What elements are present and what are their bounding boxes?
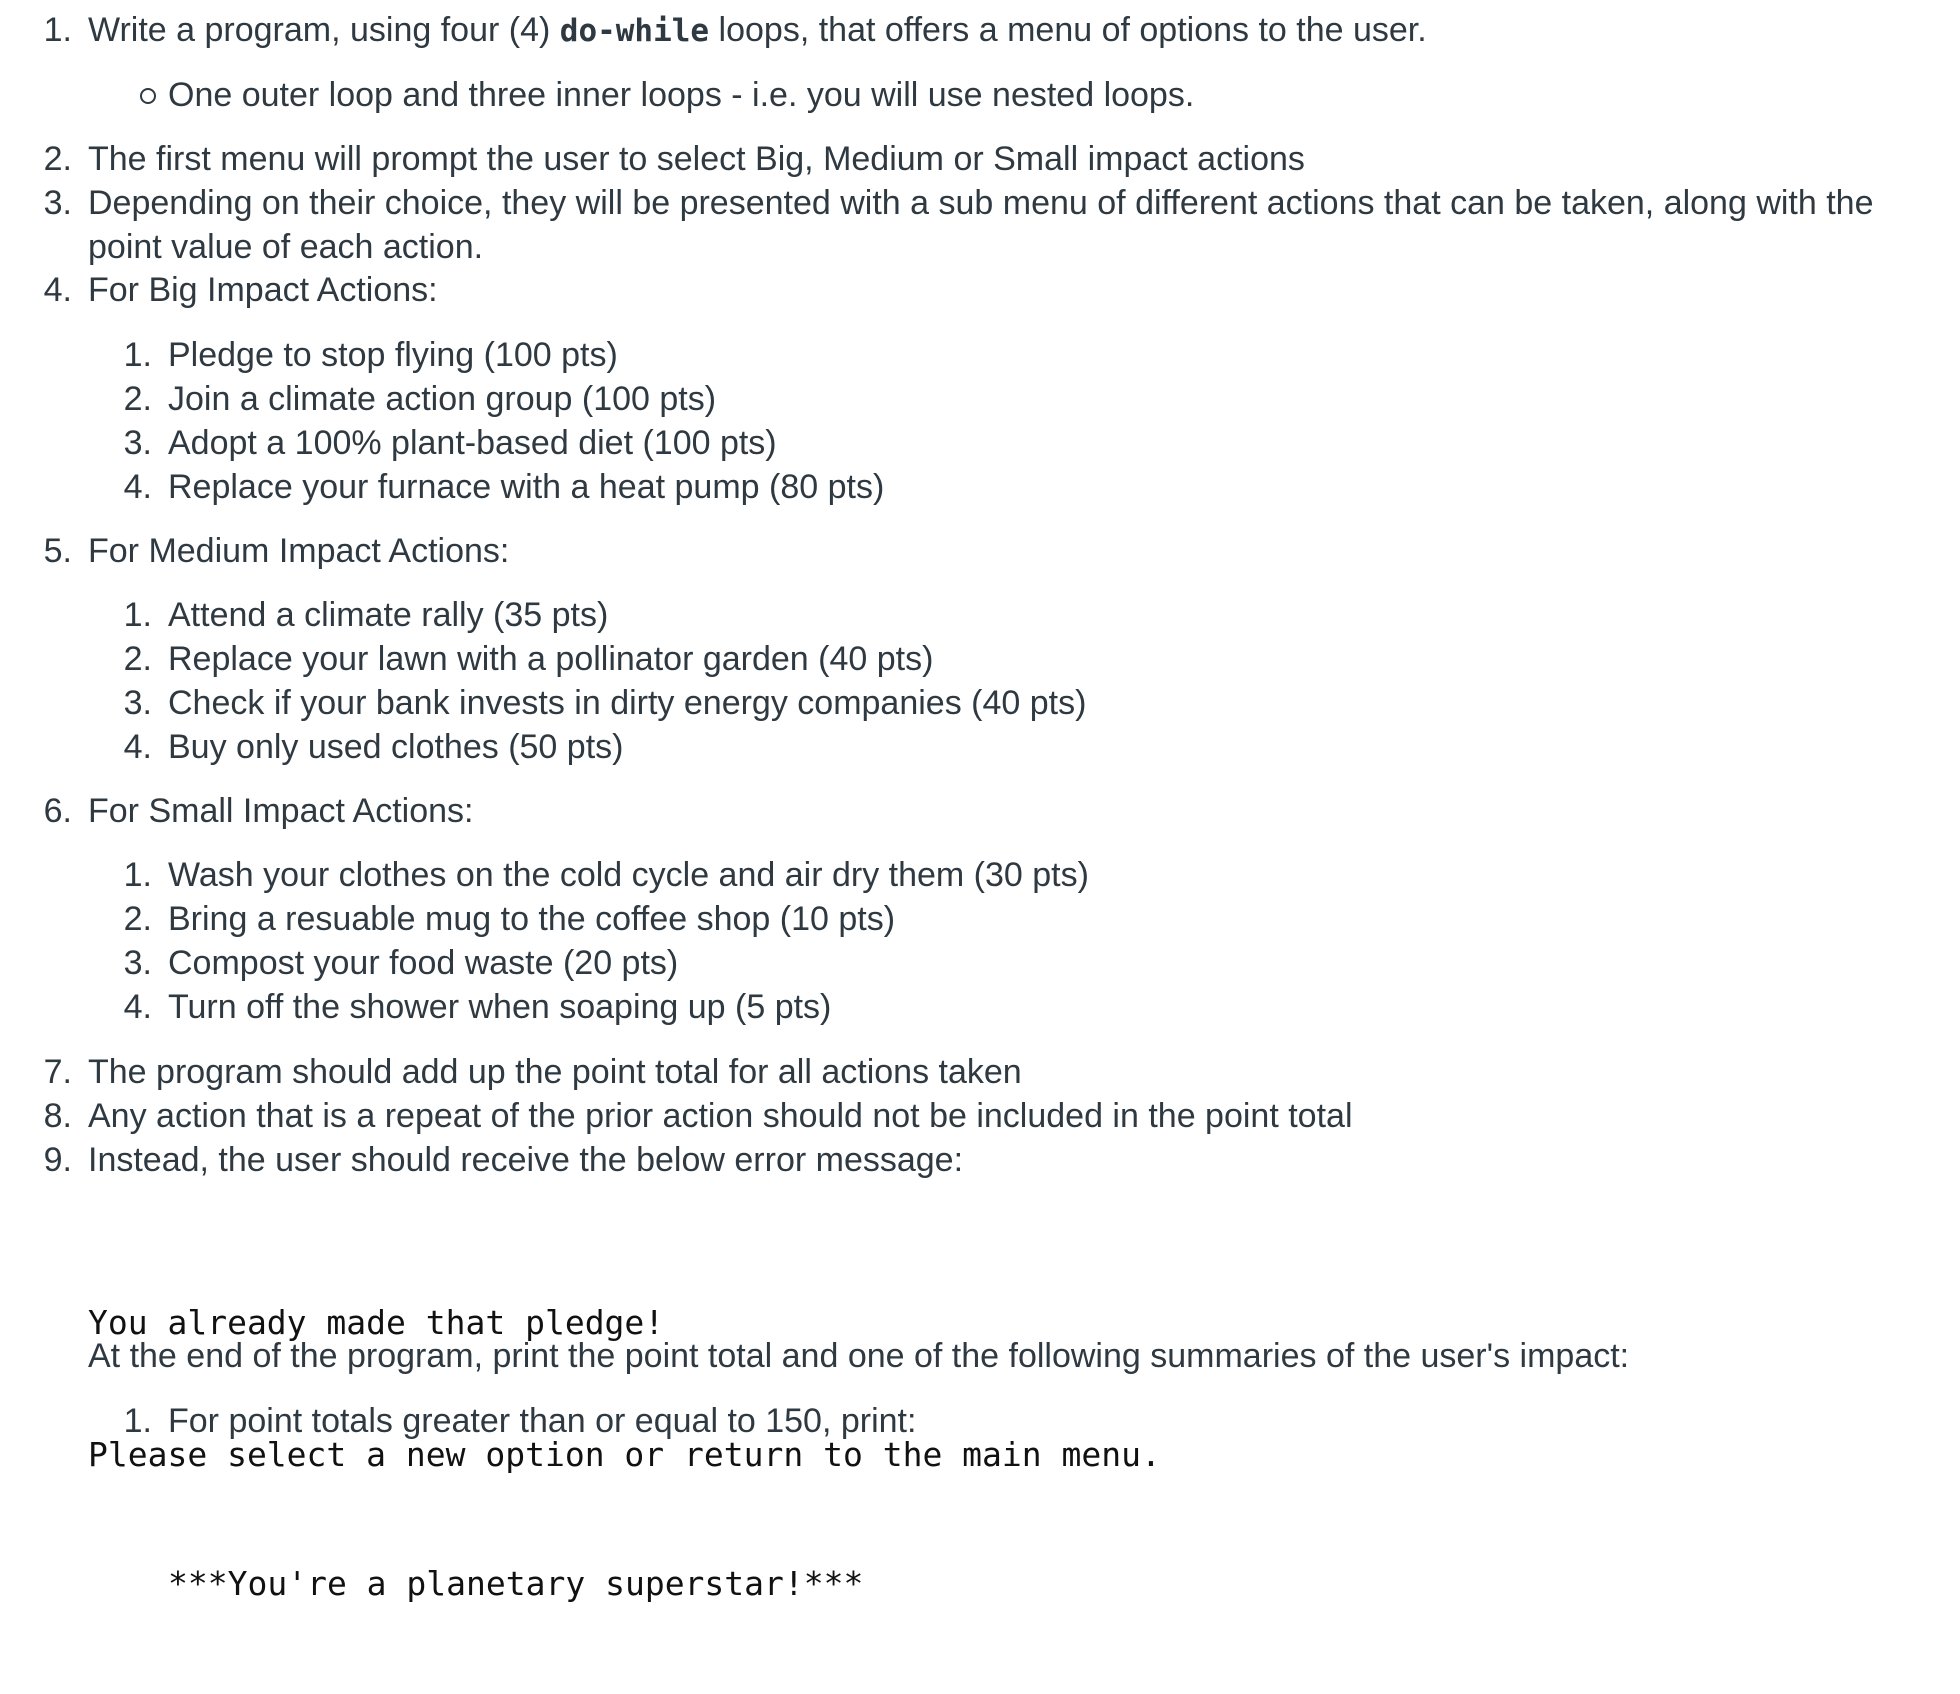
list-item-number: 2. bbox=[43, 140, 72, 178]
list-item-9 bbox=[0, 1138, 1960, 1182]
error-message-line-2: Please select a new option or return to the main menu. bbox=[88, 1435, 1161, 1474]
medium-action-item bbox=[0, 681, 1960, 725]
list-item-text: Wash your clothes on the cold cycle and air dry them (30 pts) bbox=[168, 856, 1089, 894]
hollow-bullet-icon bbox=[140, 88, 156, 104]
list-item-text: The program should add up the point total for all actions taken bbox=[88, 1053, 1022, 1091]
list-item-number: 7. bbox=[43, 1053, 72, 1091]
small-action-item bbox=[0, 985, 1960, 1029]
list-item-text: Check if your bank invests in dirty energy companies (40 pts) bbox=[168, 684, 1087, 722]
item1-text-after: loops, that offers a menu of options to the user. bbox=[709, 11, 1427, 49]
list-item-number: 2. bbox=[123, 380, 152, 418]
list-item-5 bbox=[0, 529, 1960, 573]
medium-action-item bbox=[0, 725, 1960, 769]
list-item-number: 4. bbox=[123, 988, 152, 1026]
big-action-item bbox=[0, 333, 1960, 377]
big-action-item bbox=[0, 421, 1960, 465]
medium-action-item bbox=[0, 593, 1960, 637]
small-action-item bbox=[0, 897, 1960, 941]
list-item-text: Join a climate action group (100 pts) bbox=[168, 380, 717, 418]
bullet-item-text: One outer loop and three inner loops - i.e. you will use nested loops. bbox=[168, 76, 1195, 114]
list-item-text: For Small Impact Actions: bbox=[88, 792, 474, 830]
medium-action-item bbox=[0, 637, 1960, 681]
list-item-text: Compost your food waste (20 pts) bbox=[168, 944, 679, 982]
list-item-number: 4. bbox=[43, 271, 72, 309]
list-item-number: 1. bbox=[123, 1402, 152, 1440]
list-item-text: For point totals greater than or equal to 150, print: bbox=[168, 1402, 917, 1440]
list-item-number: 6. bbox=[43, 792, 72, 830]
inline-code-do-while: do-while bbox=[559, 13, 710, 49]
list-item-text: Turn off the shower when soaping up (5 pts) bbox=[168, 988, 832, 1026]
list-item-text: Depending on their choice, they will be presented with a sub menu of different actions that can be taken, along with the point value of each action. bbox=[88, 184, 1874, 266]
small-action-item bbox=[0, 853, 1960, 897]
list-item-number: 2. bbox=[123, 640, 152, 678]
list-item-4 bbox=[0, 268, 1960, 312]
list-item-text: Bring a resuable mug to the coffee shop (10 pts) bbox=[168, 900, 896, 938]
list-item-number: 3. bbox=[43, 184, 72, 222]
error-message-line-1: You already made that pledge! bbox=[88, 1303, 665, 1342]
list-item-text: Any action that is a repeat of the prior action should not be included in the point total bbox=[88, 1097, 1353, 1135]
list-item-text: For Medium Impact Actions: bbox=[88, 532, 510, 570]
list-item-text: For Big Impact Actions: bbox=[88, 271, 438, 309]
list-item-number: 1. bbox=[123, 336, 152, 374]
list-item-number: 9. bbox=[43, 1141, 72, 1179]
list-item-text: Attend a climate rally (35 pts) bbox=[168, 596, 609, 634]
item1-text-before: Write a program, using four (4) bbox=[88, 11, 560, 49]
end-of-program-paragraph: At the end of the program, print the point total and one of the following summaries of the user's impact: bbox=[88, 1337, 1630, 1375]
list-item-text: The first menu will prompt the user to select Big, Medium or Small impact actions bbox=[88, 140, 1305, 178]
list-item-number: 2. bbox=[123, 900, 152, 938]
list-item-7 bbox=[0, 1050, 1960, 1094]
list-item-number: 1. bbox=[123, 856, 152, 894]
list-item-2 bbox=[0, 137, 1960, 181]
big-action-item bbox=[0, 377, 1960, 421]
list-item-number: 1. bbox=[43, 11, 72, 49]
list-item-number: 4. bbox=[123, 728, 152, 766]
list-item-text: Replace your furnace with a heat pump (80 pts) bbox=[168, 468, 885, 506]
list-item-text: Instead, the user should receive the below error message: bbox=[88, 1141, 964, 1179]
list-item-number: 5. bbox=[43, 532, 72, 570]
list-item-text: Replace your lawn with a pollinator garden (40 pts) bbox=[168, 640, 934, 678]
list-item-number: 8. bbox=[43, 1097, 72, 1135]
list-item-3 bbox=[0, 181, 1960, 269]
summary-list-item-1 bbox=[0, 1399, 1960, 1443]
big-action-item bbox=[0, 465, 1960, 509]
list-item-text: Buy only used clothes (50 pts) bbox=[168, 728, 624, 766]
list-item-6 bbox=[0, 789, 1960, 833]
bullet-item bbox=[0, 73, 1960, 117]
list-item-text: Pledge to stop flying (100 pts) bbox=[168, 336, 618, 374]
list-item-number: 1. bbox=[123, 596, 152, 634]
list-item-number: 4. bbox=[123, 468, 152, 506]
list-item-8 bbox=[0, 1094, 1960, 1138]
list-item-1 bbox=[0, 8, 1960, 52]
list-item-number: 3. bbox=[123, 944, 152, 982]
summary-output-code-block bbox=[168, 1474, 863, 1694]
summary-output-line: ***You're a planetary superstar!*** bbox=[168, 1564, 864, 1603]
list-item-text bbox=[88, 8, 1427, 53]
small-action-item bbox=[0, 941, 1960, 985]
list-item-number: 3. bbox=[123, 684, 152, 722]
list-item-number: 3. bbox=[123, 424, 152, 462]
list-item-text: Adopt a 100% plant-based diet (100 pts) bbox=[168, 424, 777, 462]
